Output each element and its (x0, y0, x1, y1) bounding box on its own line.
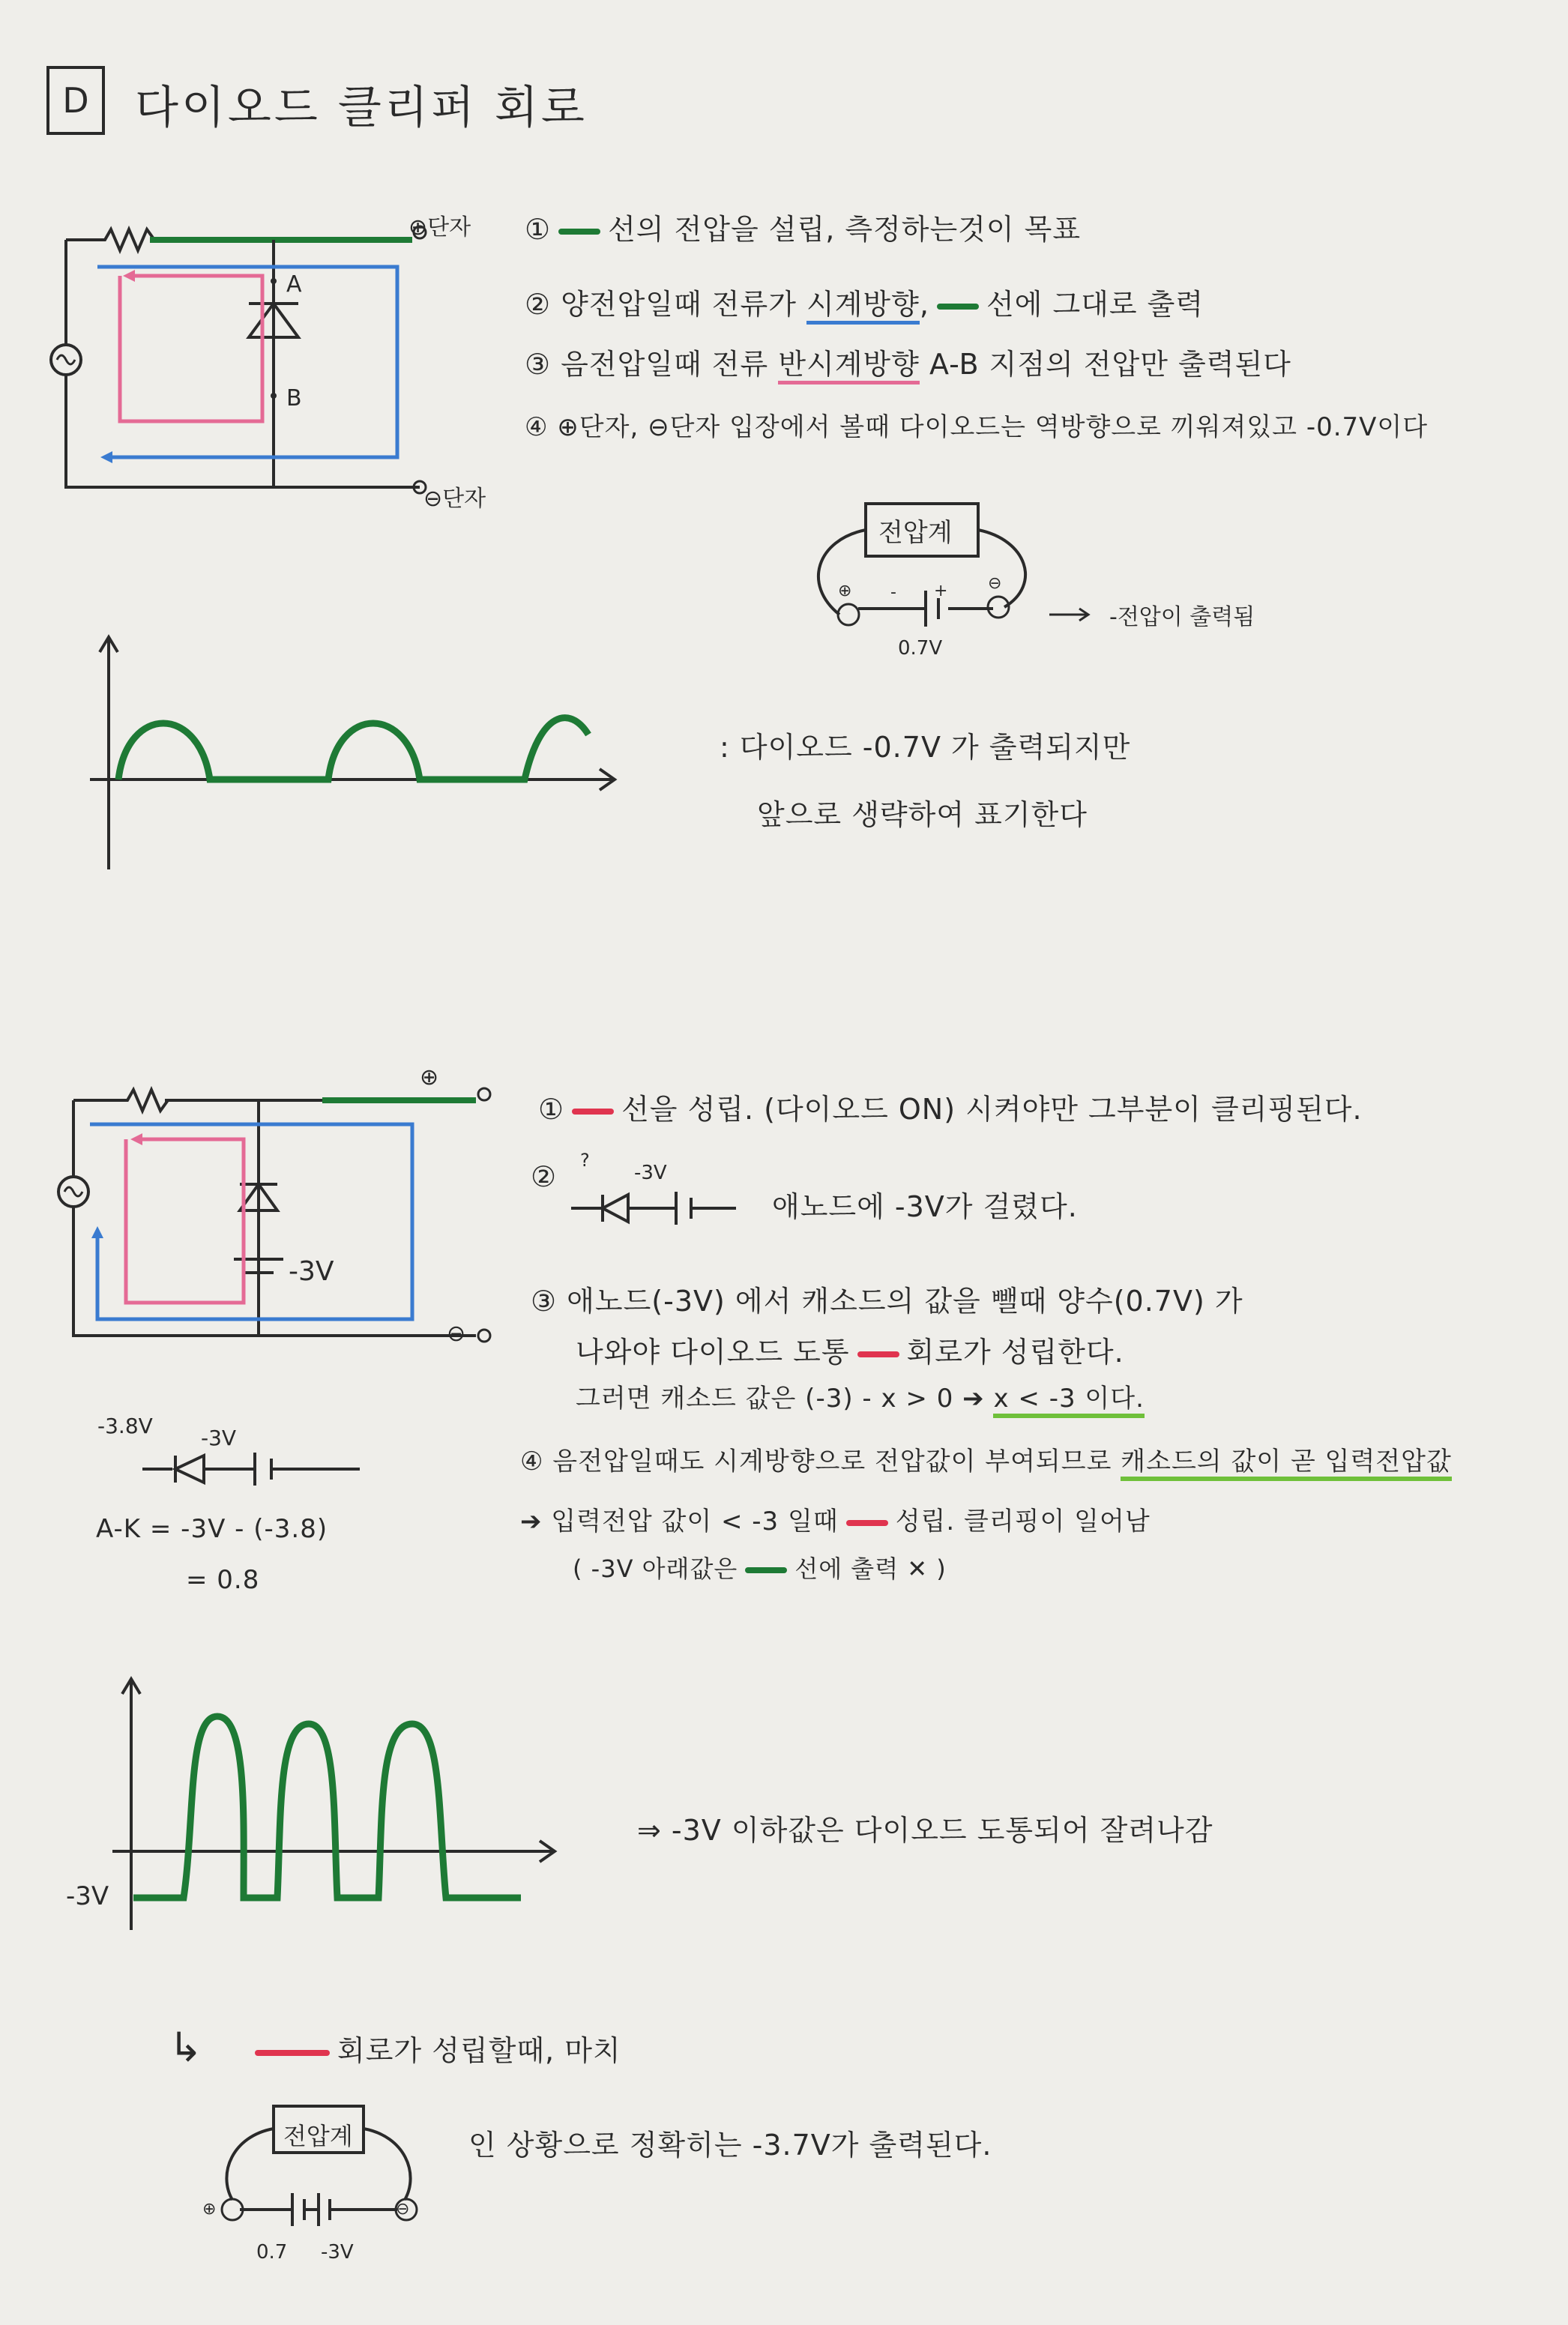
note2-3-line-1: ③ 애노드(-3V) 에서 캐소드의 값을 뺄때 양수(0.7V) 가 (531, 1285, 1243, 1318)
side-calc-equation-1: A-K = -3V - (-3.8) (96, 1514, 328, 1544)
note2-2-text: 애노드에 -3V가 걸렸다. (772, 1190, 1078, 1223)
circuit-1-minus-terminal: ⊖단자 (423, 486, 486, 512)
node-b-label: B (286, 385, 302, 411)
note1-2: ② 양전압일때 전류가 시계방향, 선에 그대로 출력 (525, 288, 1204, 322)
circuit-2-minus-terminal: ⊖ (447, 1321, 466, 1347)
circuit-2-diagram (60, 1064, 480, 1349)
circuit-2-plus-terminal: ⊕ (420, 1064, 439, 1091)
note2-3-line-2: 나와야 다이오드 도통 회로가 성립한다. (576, 1336, 1124, 1369)
note2-2-voltage: -3V (634, 1162, 667, 1184)
arrow-right-icon (1049, 607, 1094, 622)
voltmeter-2-plus: ⊕ (202, 2200, 217, 2219)
bottom-arrow-icon: ↳ (169, 2024, 204, 2071)
side-calc-equation-2: = 0.8 (186, 1565, 260, 1595)
green-line-marker (558, 229, 600, 235)
voltmeter-2-label: 전압계 (283, 2122, 353, 2150)
note2-2-diode-battery-symbol (571, 1186, 744, 1231)
note1-3: ③ 음전압일때 전류 반시계방향 A-B 지점의 전압만 출력된다 (525, 348, 1291, 382)
note2-2-question: ? (580, 1150, 590, 1171)
voltmeter-1-value: 0.7V (898, 637, 943, 660)
battery-plus-sign: + (934, 582, 948, 600)
note1-1: ① 선의 전압을 설립, 측정하는것이 목표 (525, 213, 1082, 246)
note2-paren-line: ( -3V 아래값은 선에 출력 ✕ ) (573, 1554, 947, 1583)
voltmeter-1-plus: ⊕ (838, 582, 852, 600)
voltmeter-2-minus: ⊖ (396, 2200, 410, 2219)
side-calc-battery-voltage: -3V (201, 1426, 237, 1450)
graph-1-note-line-1: : 다이오드 -0.7V 가 출력되지만 (720, 731, 1131, 764)
side-calc-anode-voltage: -3.8V (97, 1414, 153, 1438)
graph-1-note-line-2: 앞으로 생략하여 표기한다 (757, 798, 1088, 831)
green-line-marker (745, 1567, 787, 1573)
red-line-marker (846, 1520, 888, 1526)
note1-4: ④ ⊕단자, ⊖단자 입장에서 볼때 다이오드는 역방향으로 끼워져있고 -0.7V이다 (525, 412, 1429, 442)
voltmeter-2-diode-voltage: 0.7 (256, 2241, 288, 2264)
voltmeter-1-label: 전압계 (878, 518, 953, 548)
note2-4: ④ 음전압일때도 시계방향으로 전압값이 부여되므로 캐소드의 값이 곧 입력전압값 (520, 1447, 1452, 1477)
circuit-2-battery-label: -3V (289, 1256, 334, 1287)
graph-2-y-label: -3V (66, 1881, 109, 1911)
green-line-marker (937, 304, 979, 310)
graph-1-half-wave (90, 630, 637, 877)
node-a-label: A (286, 271, 302, 298)
graph-2-clipped-wave (112, 1671, 562, 1941)
note2-3-line-3: 그러면 캐소드 값은 (-3) - x > 0 ➔ x < -3 이다. (576, 1384, 1145, 1414)
red-line-marker (572, 1109, 614, 1115)
side-calc-diode-battery-symbol (142, 1447, 367, 1492)
page-title: 다이오드 클리퍼 회로 (135, 82, 588, 134)
note2-1: ① 선을 성립. (다이오드 ON) 시켜야만 그부분이 클리핑된다. (538, 1093, 1363, 1126)
title-box: D (46, 66, 105, 135)
voltmeter-1-minus: ⊖ (988, 574, 1002, 593)
circuit-1-diagram (45, 210, 465, 510)
circuit-1-plus-terminal: ⊕단자 (408, 214, 471, 241)
note2-2-num: ② (531, 1160, 558, 1193)
bottom-line-1: 회로가 성립할때, 마치 (247, 2034, 621, 2069)
battery-minus-sign: - (890, 583, 896, 602)
red-line-marker (857, 1351, 899, 1357)
bottom-line-2: 인 상황으로 정확히는 -3.7V가 출력된다. (468, 2129, 992, 2162)
graph-2-note: ⇒ -3V 이하값은 다이오드 도통되어 잘려나감 (637, 1814, 1213, 1847)
red-line-marker (255, 2050, 330, 2056)
voltmeter-2-battery-voltage: -3V (321, 2241, 354, 2264)
voltmeter-1-result: -전압이 출력됨 (1109, 604, 1255, 630)
note2-arrow-line: ➔ 입력전압 값이 < -3 일때 성립. 클리핑이 일어남 (520, 1507, 1151, 1537)
